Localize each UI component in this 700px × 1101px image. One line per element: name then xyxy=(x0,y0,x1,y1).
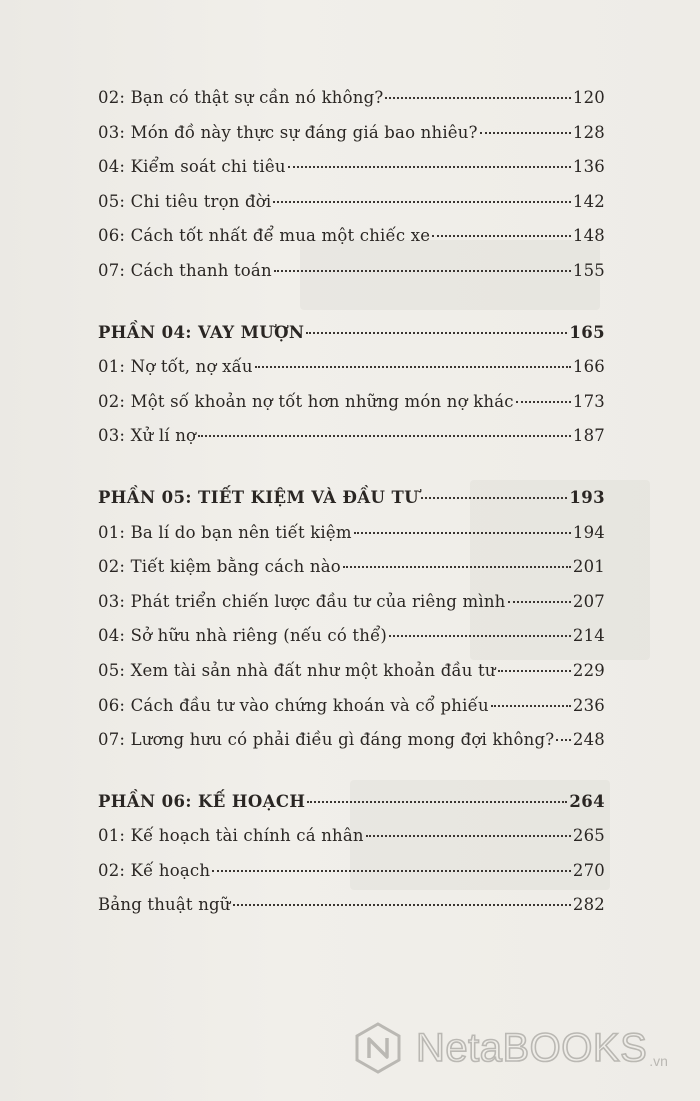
neta-logo-icon xyxy=(352,1022,404,1074)
leader-dots xyxy=(233,904,571,906)
toc-entry: 02: Tiết kiệm bằng cách nào 201 xyxy=(98,557,605,577)
toc-entry: 06: Cách tốt nhất để mua một chiếc xe 148 xyxy=(98,226,605,246)
leader-dots xyxy=(255,366,571,368)
leader-dots xyxy=(343,566,571,568)
netabooks-watermark xyxy=(352,1013,668,1083)
toc-entry: 01: Kế hoạch tài chính cá nhân 265 xyxy=(98,826,605,846)
toc-section-heading: PHẦN 06: KẾ HOẠCH 264 xyxy=(98,791,605,811)
toc-entry: 03: Món đồ này thực sự đáng giá bao nhiêu? 128 xyxy=(98,122,605,142)
leader-dots xyxy=(306,332,567,334)
leader-dots xyxy=(273,201,570,203)
leader-dots xyxy=(288,166,571,168)
section-gap xyxy=(98,461,605,488)
table-of-contents xyxy=(98,88,605,930)
toc-entry: 02: Kế hoạch 270 xyxy=(98,860,605,880)
leader-dots xyxy=(480,132,571,134)
leader-dots xyxy=(389,635,571,637)
toc-entry: 02: Một số khoản nợ tốt hơn những món nợ khác 173 xyxy=(98,391,605,411)
toc-entry: 02: Bạn có thật sự cần nó không? 120 xyxy=(98,88,605,107)
leader-dots xyxy=(366,835,571,837)
toc-entry: 03: Xử lí nợ 187 xyxy=(98,426,605,446)
toc-entry: 04: Kiểm soát chi tiêu 136 xyxy=(98,157,605,177)
section-gap xyxy=(98,296,605,323)
toc-group-part6-chapters xyxy=(98,826,605,930)
leader-dots xyxy=(274,270,571,272)
toc-entry: 01: Ba lí do bạn nên tiết kiệm 194 xyxy=(98,522,605,542)
toc-group-part3-chapters xyxy=(98,88,605,296)
toc-entry: Bảng thuật ngữ 282 xyxy=(98,895,605,915)
toc-entry: 05: Chi tiêu trọn đời 142 xyxy=(98,191,605,211)
leader-dots xyxy=(498,670,571,672)
leader-dots xyxy=(385,97,571,99)
toc-entry: 06: Cách đầu tư vào chứng khoán và cổ phiếu 236 xyxy=(98,695,605,715)
leader-dots xyxy=(508,601,571,603)
toc-entry: 07: Lương hưu có phải điều gì đáng mong đợi không? 248 xyxy=(98,730,605,750)
leader-dots xyxy=(491,705,571,707)
leader-dots xyxy=(421,497,567,499)
toc-section-heading: PHẦN 04: VAY MƯỢN 165 xyxy=(98,322,605,342)
toc-entry: 03: Phát triển chiến lược đầu tư của riêng mình 207 xyxy=(98,591,605,611)
toc-entry: 01: Nợ tốt, nợ xấu 166 xyxy=(98,357,605,377)
toc-group-part4-chapters xyxy=(98,357,605,461)
leader-dots xyxy=(556,739,571,741)
toc-entry: 07: Cách thanh toán 155 xyxy=(98,260,605,280)
toc-entry: 04: Sở hữu nhà riêng (nếu có thể) 214 xyxy=(98,626,605,646)
watermark-suffix: .vn xyxy=(649,1053,668,1069)
section-gap xyxy=(98,765,605,792)
toc-entry: 05: Xem tài sản nhà đất như một khoản đầu tư 229 xyxy=(98,660,605,680)
leader-dots xyxy=(432,235,571,237)
watermark-brand: NetaBOOKS xyxy=(416,1025,648,1070)
leader-dots xyxy=(212,870,571,872)
leader-dots xyxy=(354,532,571,534)
toc-section-heading: PHẦN 05: TIẾT KIỆM VÀ ĐẦU TƯ 193 xyxy=(98,487,605,507)
toc-group-part5-chapters xyxy=(98,523,605,765)
leader-dots xyxy=(198,435,571,437)
leader-dots xyxy=(307,801,567,803)
leader-dots xyxy=(516,401,571,403)
